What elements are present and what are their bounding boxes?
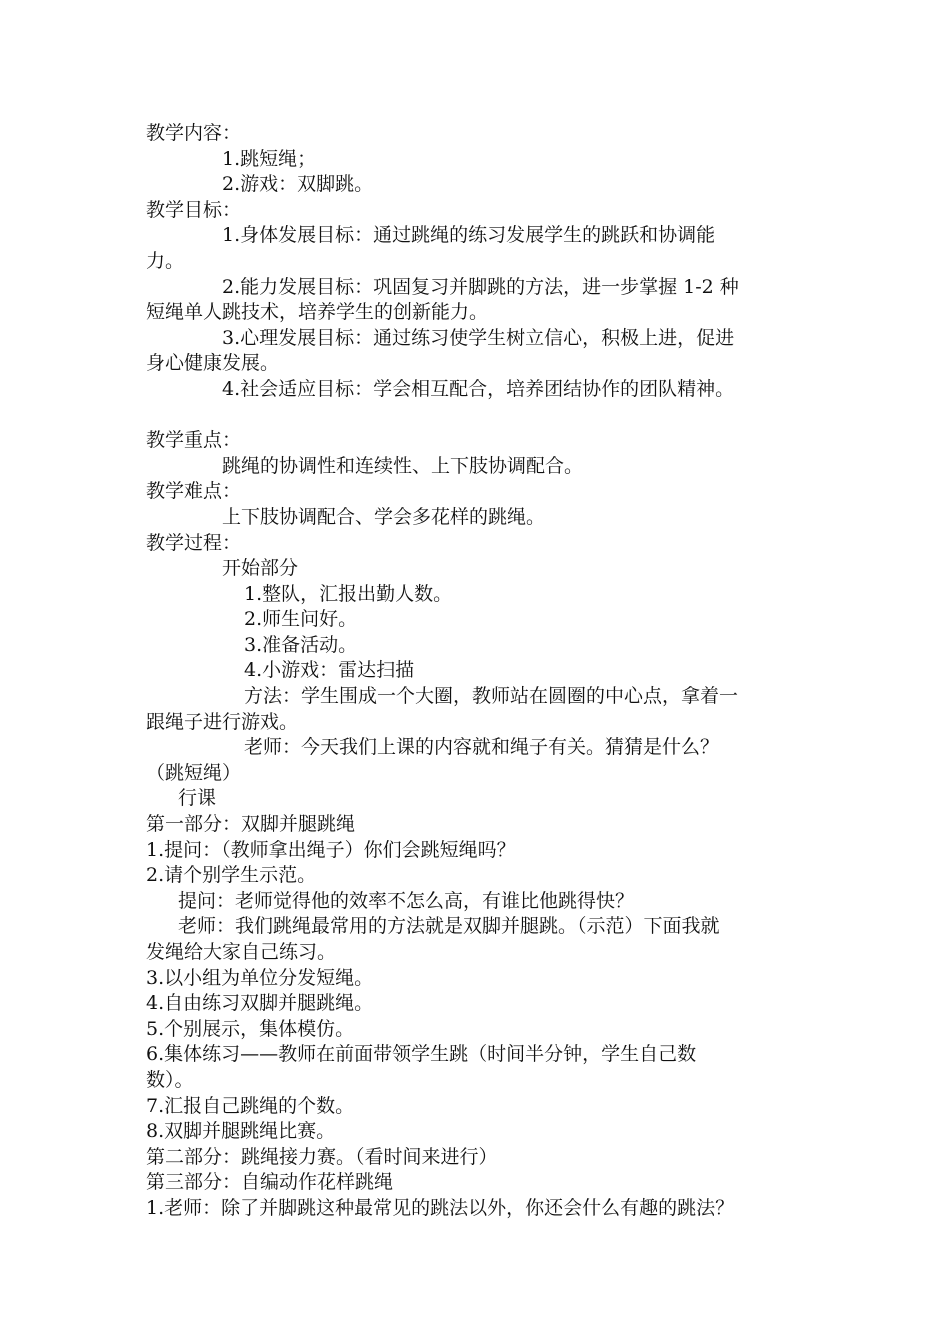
goal-1-line-2: 力。 — [146, 249, 185, 272]
xingke-label: 行课 — [178, 787, 217, 810]
part-1-item-6-line-2: 数）。 — [146, 1068, 194, 1091]
content-item: 1.跳短绳； — [222, 147, 317, 170]
part-2-heading: 第二部分：跳绳接力赛。（看时间来进行） — [146, 1145, 498, 1168]
part-1-teacher-line-1: 老师：我们跳绳最常用的方法就是双脚并腿跳。（示范）下面我就 — [178, 915, 720, 938]
part-1-item: 7.汇报自己跳绳的个数。 — [146, 1094, 355, 1117]
start-section-title: 开始部分 — [222, 557, 299, 580]
start-item: 1.整队，汇报出勤人数。 — [244, 582, 453, 605]
start-item: 3.准备活动。 — [244, 633, 358, 656]
start-item: 4.小游戏：雷达扫描 — [244, 659, 415, 682]
part-1-item-6-line-1: 6.集体练习——教师在前面带领学生跳（时间半分钟，学生自己数 — [146, 1043, 697, 1066]
goal-4: 4.社会适应目标：学会相互配合，培养团结协作的团队精神。 — [222, 377, 735, 400]
goal-1-line-1: 1.身体发展目标：通过跳绳的练习发展学生的跳跃和协调能 — [222, 224, 716, 247]
goal-2-line-1: 2.能力发展目标：巩固复习并脚跳的方法，进一步掌握 1-2 种 — [222, 275, 739, 298]
content-item: 2.游戏：双脚跳。 — [222, 173, 374, 196]
part-3-heading: 第三部分：自编动作花样跳绳 — [146, 1171, 394, 1194]
document-body — [146, 121, 836, 1222]
goal-3-line-1: 3.心理发展目标：通过练习使学生树立信心，积极上进，促进 — [222, 326, 735, 349]
start-item: 2.师生问好。 — [244, 608, 358, 631]
method-line-1: 方法：学生围成一个大圈，教师站在圆圈的中心点，拿着一 — [244, 685, 739, 708]
teacher-line-2: （跳短绳） — [146, 761, 242, 784]
part-1-heading: 第一部分：双脚并腿跳绳 — [146, 813, 356, 836]
part-1-item: 4.自由练习双脚并腿跳绳。 — [146, 992, 374, 1015]
part-1-ask: 提问：老师觉得他的效率不怎么高，有谁比他跳得快？ — [178, 889, 635, 912]
part-1-item: 8.双脚并腿跳绳比赛。 — [146, 1120, 336, 1143]
key-points-text: 跳绳的协调性和连续性、上下肢协调配合。 — [222, 454, 584, 477]
content-heading: 教学内容： — [146, 122, 242, 144]
method-line-2: 跟绳子进行游戏。 — [146, 710, 299, 733]
goals-heading: 教学目标： — [146, 198, 242, 221]
blank-line — [146, 403, 836, 429]
part-3-item: 1.老师：除了并脚跳这种最常见的跳法以外，你还会什么有趣的跳法？ — [146, 1196, 735, 1219]
goal-3-line-2: 身心健康发展。 — [146, 352, 280, 375]
part-1-item: 2.请个别学生示范。 — [146, 864, 317, 887]
part-1-item: 3.以小组为单位分发短绳。 — [146, 966, 374, 989]
part-1-item: 5.个别展示，集体模仿。 — [146, 1017, 355, 1040]
difficulties-text: 上下肢协调配合、学会多花样的跳绳。 — [222, 505, 546, 528]
part-1-item: 1.提问：（教师拿出绳子）你们会跳短绳吗？ — [146, 838, 516, 861]
part-1-teacher-line-2: 发绳给大家自己练习。 — [146, 941, 337, 963]
process-heading: 教学过程： — [146, 531, 242, 554]
goal-2-line-2: 短绳单人跳技术，培养学生的创新能力。 — [146, 301, 489, 324]
difficulties-heading: 教学难点： — [146, 480, 242, 503]
teacher-line-1: 老师：今天我们上课的内容就和绳子有关。猜猜是什么？ — [244, 736, 720, 759]
key-points-heading: 教学重点： — [146, 429, 242, 452]
